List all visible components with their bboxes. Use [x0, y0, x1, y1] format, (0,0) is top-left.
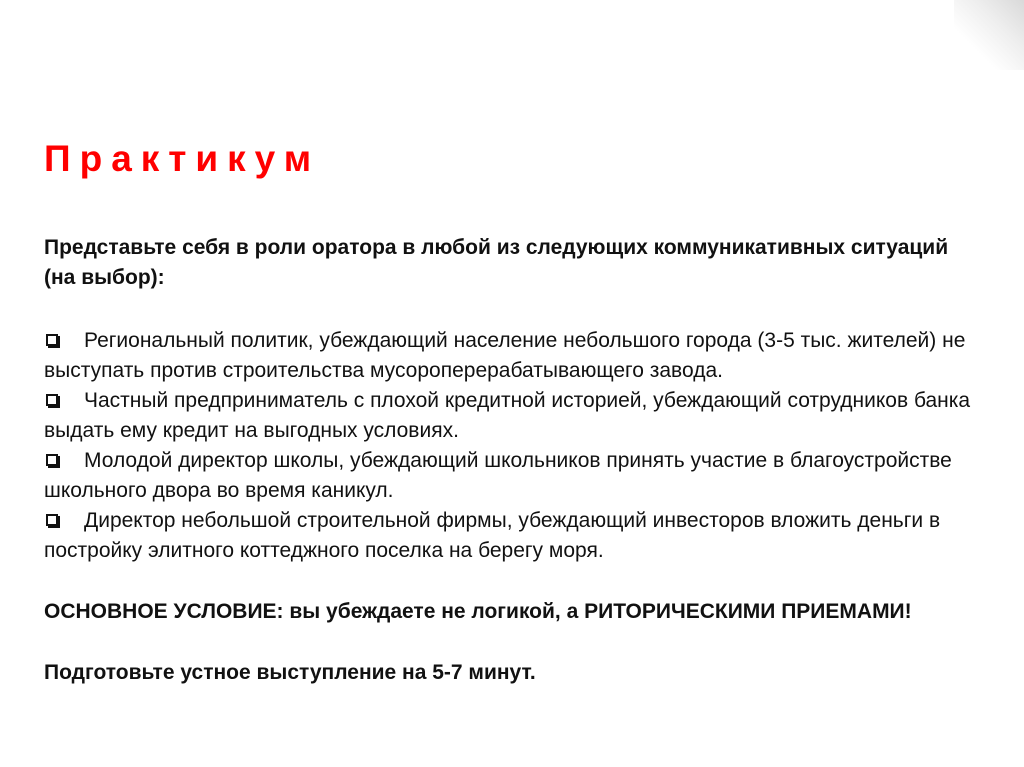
checkbox-square-icon [46, 394, 58, 406]
main-condition: ОСНОВНОЕ УСЛОВИЕ: вы убеждаете не логикой, а РИТОРИЧЕСКИМИ ПРИЕМАМИ! [44, 600, 912, 623]
page-curl-shadow [954, 0, 1024, 70]
list-item [44, 506, 974, 566]
checkbox-square-icon [46, 514, 58, 526]
slide-title: Практикум [44, 138, 321, 179]
list-item-text: Региональный политик, убеждающий население небольшого города (3-5 тыс. жителей) не выступать против строительства мусороперерабатывающего завода. [44, 329, 966, 382]
list-item-text: Частный предприниматель с плохой кредитной историей, убеждающий сотрудников банка выдать ему кредит на выгодных условиях. [44, 389, 971, 442]
list-item [44, 326, 974, 386]
list-item-text: Директор небольшой строительной фирмы, убеждающий инвесторов вложить деньги в постройку элитного коттеджного поселка на берегу моря. [44, 509, 941, 562]
checkbox-square-icon [46, 454, 58, 466]
slide-content [44, 233, 974, 688]
preparation-note: Подготовьте устное выступление на 5-7 минут. [44, 661, 536, 684]
list-item [44, 386, 974, 446]
checkbox-square-icon [46, 334, 58, 346]
list-item-text: Молодой директор школы, убеждающий школьников принять участие в благоустройстве школьного двора во время каникул. [44, 449, 952, 502]
situation-list [44, 326, 974, 566]
intro-text: Представьте себя в роли оратора в любой из следующих коммуникативных ситуаций (на выбор): [44, 236, 949, 289]
list-item [44, 446, 974, 506]
